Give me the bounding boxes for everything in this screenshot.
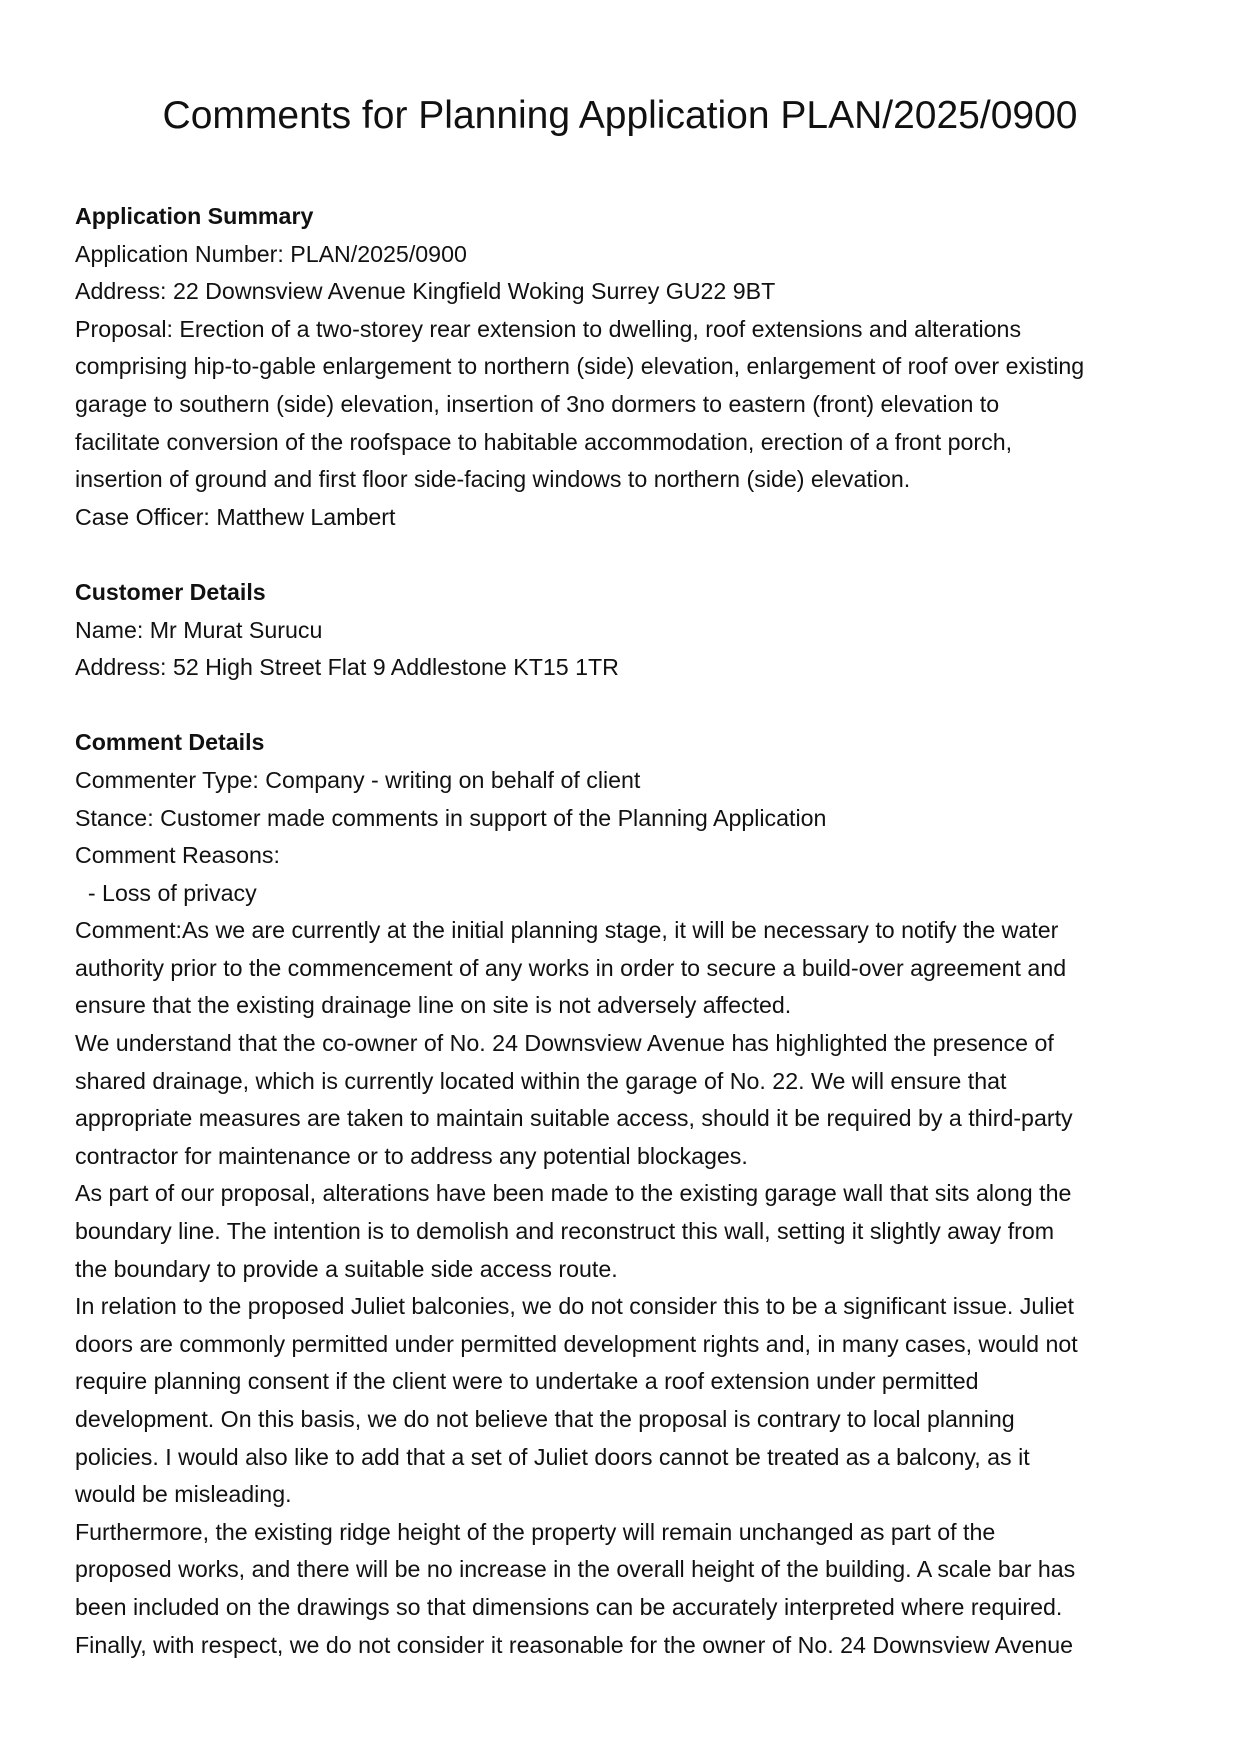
comment-line: boundary line. The intention is to demolish and reconstruct this wall, setting it slightly away from xyxy=(75,1218,1055,1245)
customer-name: Name: Mr Murat Surucu xyxy=(75,616,323,643)
comment-line: contractor for maintenance or to address any potential blockages. xyxy=(75,1142,748,1169)
comment-line: require planning consent if the client were to undertake a roof extension under permitted xyxy=(75,1368,979,1395)
comment-line: appropriate measures are taken to maintain suitable access, should it be required by a third-party xyxy=(75,1105,1073,1132)
comment-line: the boundary to provide a suitable side access route. xyxy=(75,1255,618,1282)
comment-reason-item: - Loss of privacy xyxy=(75,879,257,906)
comment-line: would be misleading. xyxy=(75,1481,292,1508)
comment-line: been included on the drawings so that dimensions can be accurately interpreted where required. xyxy=(75,1593,1063,1620)
comment-line: ensure that the existing drainage line on site is not adversely affected. xyxy=(75,992,792,1019)
commenter-type: Commenter Type: Company - writing on behalf of client xyxy=(75,766,641,793)
comment-line: doors are commonly permitted under permitted development rights and, in many cases, would not xyxy=(75,1330,1078,1357)
comment-line: Furthermore, the existing ridge height of the property will remain unchanged as part of the xyxy=(75,1518,996,1545)
comment-line: policies. I would also like to add that a set of Juliet doors cannot be treated as a balcony, as it xyxy=(75,1443,1030,1470)
comment-line: development. On this basis, we do not believe that the proposal is contrary to local planning xyxy=(75,1406,1015,1432)
comment-details-section xyxy=(75,724,1175,1664)
comment-line: In relation to the proposed Juliet balconies, we do not consider this to be a significant issue. Juliet xyxy=(75,1293,1074,1320)
comment-text xyxy=(75,912,1175,1664)
comment-stance: Stance: Customer made comments in support of the Planning Application xyxy=(75,804,827,831)
application-summary-heading: Application Summary xyxy=(75,203,314,229)
comment-line: We understand that the co-owner of No. 24 Downsview Avenue has highlighted the presence of xyxy=(75,1030,1054,1057)
comment-reasons-label: Comment Reasons: xyxy=(75,842,280,869)
proposal-line: garage to southern (side) elevation, insertion of 3no dormers to eastern (front) elevation to xyxy=(75,390,1000,417)
comment-line: shared drainage, which is currently located within the garage of No. 22. We will ensure that xyxy=(75,1067,1007,1094)
application-address: Address: 22 Downsview Avenue Kingfield Woking Surrey GU22 9BT xyxy=(75,278,776,305)
comment-line: authority prior to the commencement of any works in order to secure a build-over agreement and xyxy=(75,954,1067,981)
customer-details-heading: Customer Details xyxy=(75,578,266,605)
case-officer: Case Officer: Matthew Lambert xyxy=(75,503,396,530)
application-summary-section xyxy=(75,198,1175,536)
document-body xyxy=(75,198,1175,1664)
section-spacer xyxy=(75,687,1175,725)
page-title: Comments for Planning Application PLAN/2025/0900 xyxy=(162,94,1078,137)
comment-line: Comment:As we are currently at the initial planning stage, it will be necessary to notify the water xyxy=(75,917,1059,944)
comment-details-heading: Comment Details xyxy=(75,729,265,756)
comment-line: As part of our proposal, alterations have been made to the existing garage wall that sits along the xyxy=(75,1180,1072,1207)
proposal-line: comprising hip-to-gable enlargement to northern (side) elevation, enlargement of roof over existing xyxy=(75,353,1085,380)
application-number: Application Number: PLAN/2025/0900 xyxy=(75,240,467,267)
comment-line: Finally, with respect, we do not consider it reasonable for the owner of No. 24 Downsview Avenue xyxy=(75,1631,1074,1658)
proposal-line: Proposal: Erection of a two-storey rear extension to dwelling, roof extensions and alterations xyxy=(75,315,1022,342)
proposal-line: insertion of ground and first floor side-facing windows to northern (side) elevation. xyxy=(75,466,911,493)
proposal-text xyxy=(75,311,1175,499)
customer-address: Address: 52 High Street Flat 9 Addlestone KT15 1TR xyxy=(75,654,619,681)
section-spacer xyxy=(75,536,1175,574)
comment-line: proposed works, and there will be no increase in the overall height of the building. A scale bar has xyxy=(75,1556,1076,1583)
customer-details-section xyxy=(75,574,1175,687)
proposal-line: facilitate conversion of the roofspace to habitable accommodation, erection of a front porch, xyxy=(75,428,1013,455)
